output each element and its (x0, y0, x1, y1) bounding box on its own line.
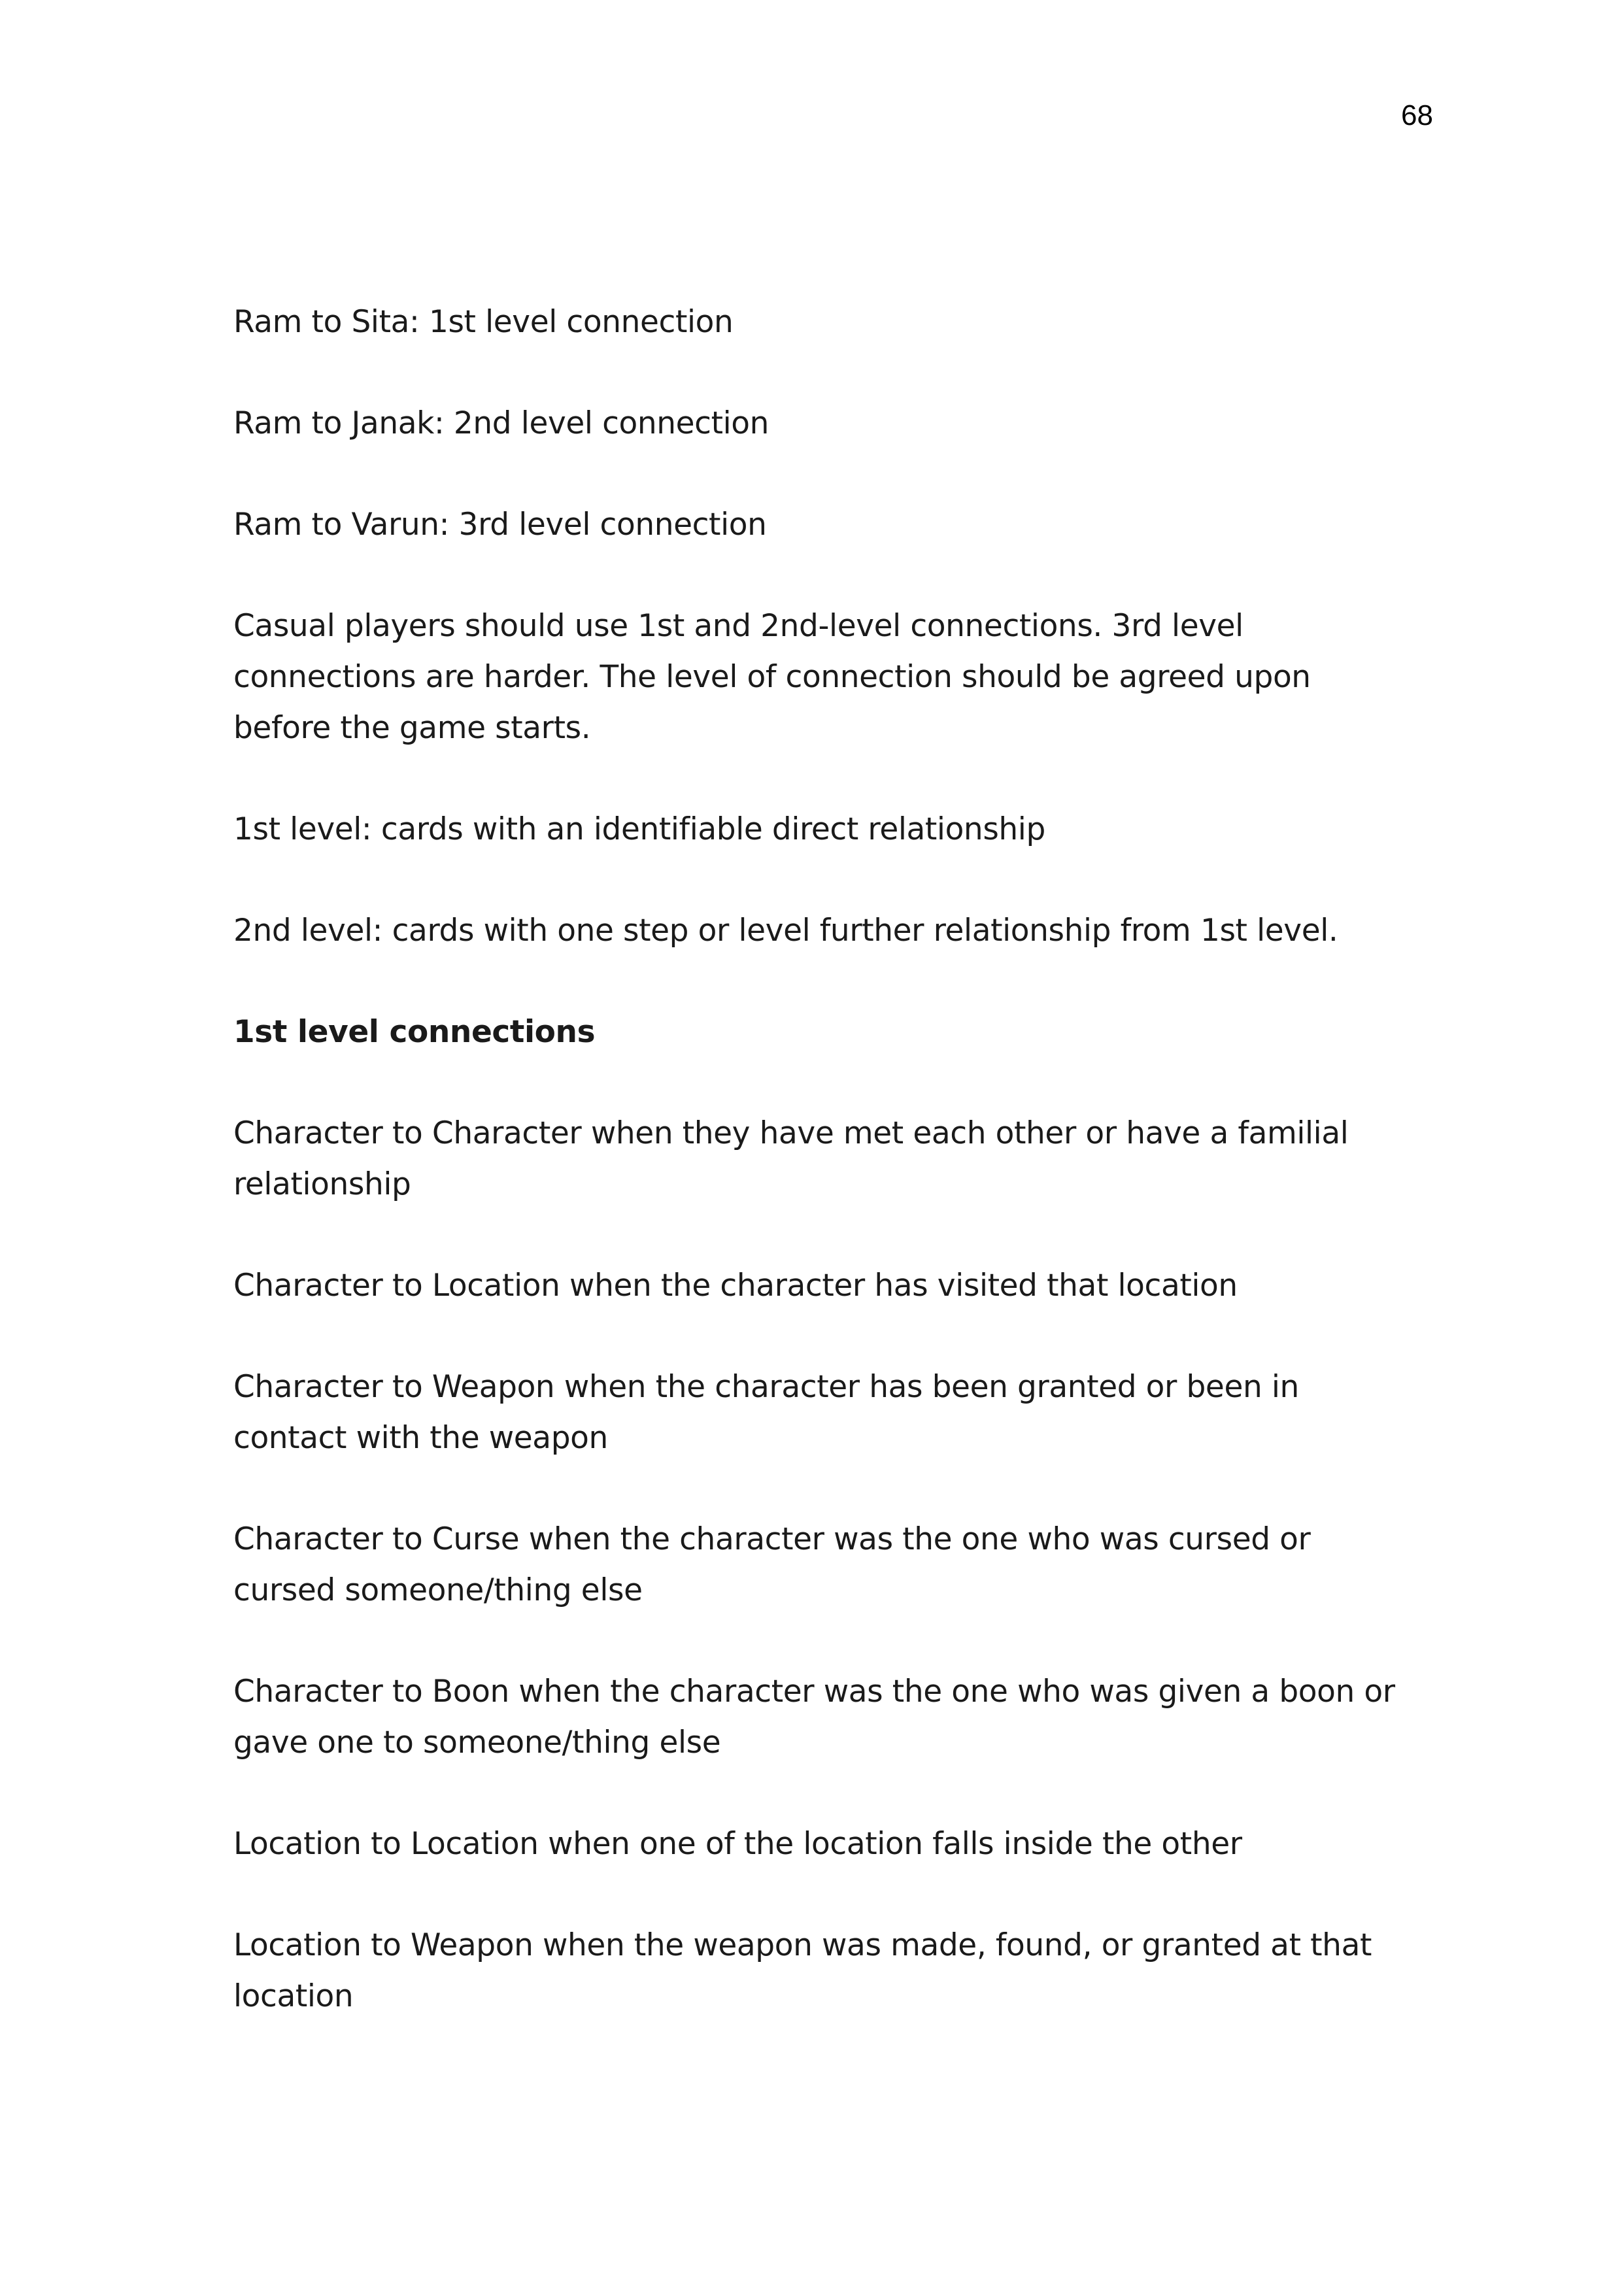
connection-character-location: Character to Location when the character has visited that location (233, 1268, 1238, 1304)
connection-location-location: Location to Location when one of the location falls inside the other (233, 1826, 1242, 1862)
paragraph-ram-sita: Ram to Sita: 1st level connection (233, 304, 734, 340)
paragraph-ram-janak: Ram to Janak: 2nd level connection (233, 405, 770, 441)
connection-character-boon: Character to Boon when the character was the one who was given a boon or gave one to someone/thing else (233, 1674, 1395, 1761)
paragraph-first-level-definition: 1st level: cards with an identifiable direct relationship (233, 811, 1045, 847)
connection-character-character: Character to Character when they have met each other or have a familial relationship (233, 1115, 1349, 1202)
connection-character-curse: Character to Curse when the character was the one who was cursed or cursed someone/thing else (233, 1521, 1311, 1608)
paragraph-ram-varun: Ram to Varun: 3rd level connection (233, 507, 767, 543)
connection-location-weapon: Location to Weapon when the weapon was made, found, or granted at that location (233, 1927, 1372, 2014)
connection-character-weapon: Character to Weapon when the character has been granted or been in contact with the weapon (233, 1369, 1299, 1456)
page-number: 68 (1401, 99, 1433, 131)
section-heading: 1st level connections (233, 1014, 596, 1050)
paragraph-casual-players: Casual players should use 1st and 2nd-level connections. 3rd level connections are harder. The level of connection should be agreed upon before the game starts. (233, 608, 1311, 746)
page-content (233, 297, 1417, 2072)
paragraph-second-level-definition: 2nd level: cards with one step or level further relationship from 1st level. (233, 913, 1338, 949)
